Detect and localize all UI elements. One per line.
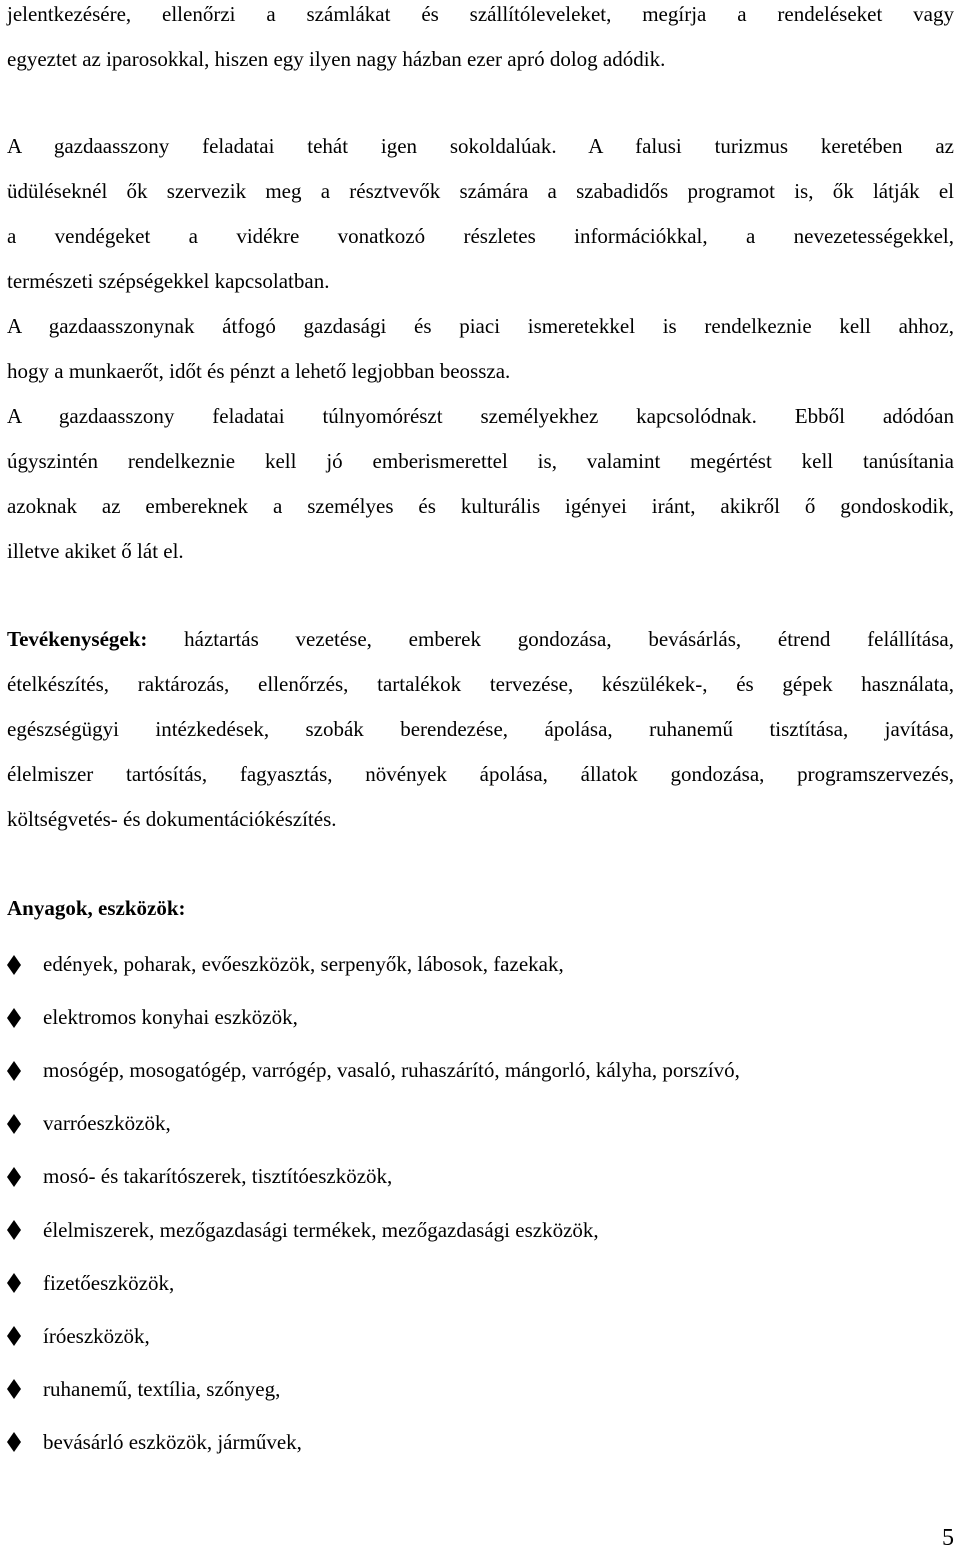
list-item <box>7 1416 740 1469</box>
list-item <box>7 1257 740 1310</box>
paragraph-line: A gazdaasszony feladatai túlnyomórészt személyekhez kapcsolódnak. Ebből adódóan <box>7 404 954 428</box>
paragraph-line: egészségügyi intézkedések, szobák berendezése, ápolása, ruhanemű tisztítása, javítása, <box>7 717 954 741</box>
paragraph-line: illetve akiket ő lát el. <box>7 539 184 563</box>
materials-heading: Anyagok, eszközök: <box>7 896 186 920</box>
list-item-text: ruhanemű, textília, szőnyeg, <box>43 1376 281 1401</box>
diamond-bullet-icon <box>7 1273 43 1293</box>
paragraph-2 <box>7 124 954 574</box>
paragraph-line: természeti szépségekkel kapcsolatban. <box>7 269 330 293</box>
activities-first-line-text: háztartás vezetése, emberek gondozása, bevásárlás, étrend felállítása, <box>147 627 954 651</box>
paragraph-line: egyeztet az iparosokkal, hiszen egy ilyen nagy házban ezer apró dolog adódik. <box>7 47 666 71</box>
list-item <box>7 1150 740 1203</box>
activities-first-line <box>7 617 954 662</box>
list-item-text: fizetőeszközök, <box>43 1270 175 1295</box>
paragraph-line: ételkészítés, raktározás, ellenőrzés, tartalékok tervezése, készülékek-, és gépek használata, <box>7 672 954 696</box>
diamond-bullet-icon <box>7 1167 43 1187</box>
diamond-bullet-icon <box>7 1432 43 1452</box>
diamond-bullet-icon <box>7 1008 43 1028</box>
paragraph-line: költségvetés- és dokumentációkészítés. <box>7 807 337 831</box>
paragraph-line: hogy a munkaerőt, időt és pénzt a lehető legjobban beossza. <box>7 359 511 383</box>
list-item <box>7 1097 740 1150</box>
list-item-text: edények, poharak, evőeszközök, serpenyők, lábosok, fazekak, <box>43 952 564 977</box>
diamond-bullet-icon <box>7 955 43 975</box>
list-item-text: elektromos konyhai eszközök, <box>43 1005 298 1030</box>
list-item <box>7 991 740 1044</box>
paragraph-line: üdüléseknél ők szervezik meg a résztvevők számára a szabadidős programot is, ők látják el <box>7 179 954 203</box>
list-item <box>7 1203 740 1256</box>
list-item-text: varróeszközök, <box>43 1111 171 1136</box>
diamond-bullet-icon <box>7 1061 43 1081</box>
materials-list <box>7 938 740 1469</box>
list-item-text: bevásárló eszközök, járművek, <box>43 1429 302 1454</box>
paragraph-line: a vendégeket a vidékre vonatkozó részletes információkkal, a nevezetességekkel, <box>7 224 954 248</box>
diamond-bullet-icon <box>7 1326 43 1346</box>
list-item <box>7 1363 740 1416</box>
list-item-text: mosó- és takarítószerek, tisztítóeszközök, <box>43 1164 393 1189</box>
page-number: 5 <box>942 1525 954 1551</box>
activities-label: Tevékenységek: <box>7 627 148 651</box>
paragraph-line: élelmiszer tartósítás, fagyasztás, növények ápolása, állatok gondozása, programszervezés, <box>7 762 954 786</box>
paragraph-line: azoknak az embereknek a személyes és kulturális igényei iránt, akikről ő gondoskodik, <box>7 494 954 518</box>
list-item <box>7 938 740 991</box>
list-item <box>7 1310 740 1363</box>
paragraph-line: jelentkezésére, ellenőrzi a számlákat és szállítóleveleket, megírja a rendeléseket vagy <box>7 2 954 26</box>
paragraph-line: A gazdaasszony feladatai tehát igen sokoldalúak. A falusi turizmus keretében az <box>7 134 954 158</box>
paragraph-line: A gazdaasszonynak átfogó gazdasági és piaci ismeretekkel is rendelkeznie kell ahhoz, <box>7 314 954 338</box>
diamond-bullet-icon <box>7 1379 43 1399</box>
activities-paragraph <box>7 617 954 842</box>
paragraph-line: úgyszintén rendelkeznie kell jó emberismerettel is, valamint megértést kell tanúsítania <box>7 449 954 473</box>
list-item <box>7 1044 740 1097</box>
list-item-text: íróeszközök, <box>43 1323 150 1348</box>
list-item-text: mosógép, mosogatógép, varrógép, vasaló, ruhaszárító, mángorló, kályha, porszívó, <box>43 1058 740 1083</box>
diamond-bullet-icon <box>7 1220 43 1240</box>
diamond-bullet-icon <box>7 1114 43 1134</box>
list-item-text: élelmiszerek, mezőgazdasági termékek, mezőgazdasági eszközök, <box>43 1217 599 1242</box>
paragraph-1 <box>7 0 954 82</box>
